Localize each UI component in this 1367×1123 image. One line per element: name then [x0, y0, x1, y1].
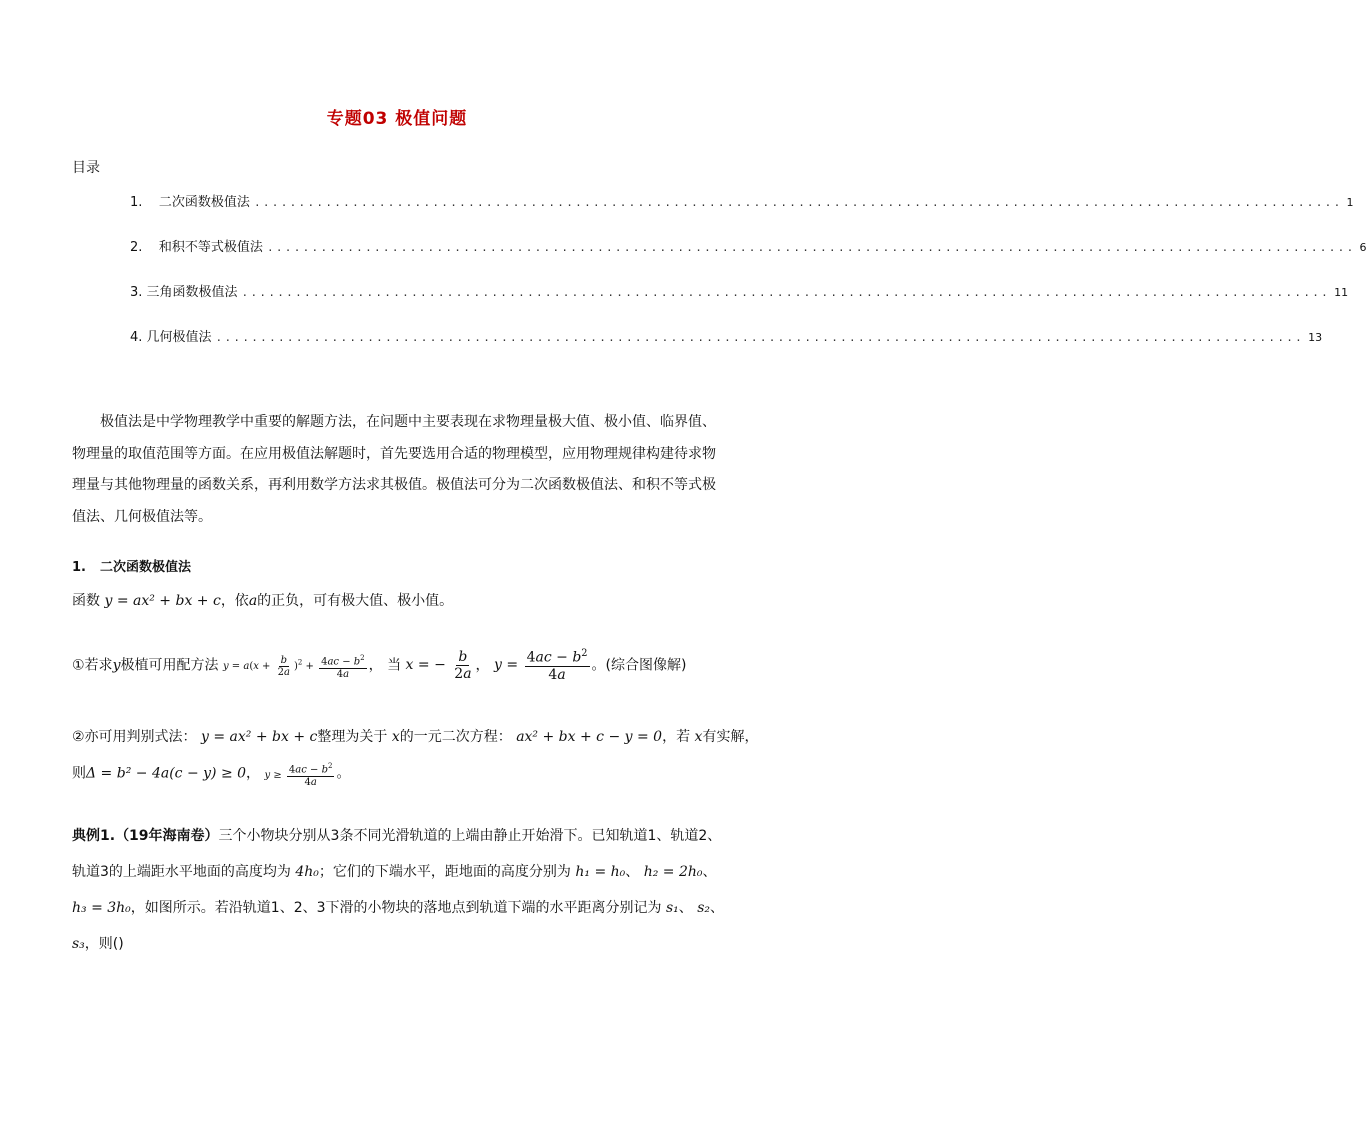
- s2-value: s₂: [697, 900, 711, 916]
- vertex-x-formula: x = − $\frac{b}{2a}$: [405, 648, 472, 682]
- section-heading: [72, 556, 191, 575]
- separator: 、: [702, 864, 717, 880]
- method2-end2: 。: [336, 765, 351, 782]
- function-suffix-a: ，依: [220, 593, 249, 609]
- method2-then: 则: [72, 765, 86, 782]
- quadratic-equation: ax² + bx + c − y = 0: [516, 729, 663, 745]
- toc-heading: 目录: [72, 160, 100, 176]
- height-value: 4h₀: [295, 864, 319, 880]
- method2-suffix: ，若: [662, 729, 691, 745]
- method1-when: ， 当: [368, 657, 402, 674]
- method1-prefix: ①若求: [72, 657, 113, 674]
- toc-leader-dots: ..........................................................................................................................: [215, 331, 1305, 344]
- intro-paragraph: 极值法是中学物理教学中重要的解题方法，在问题中主要表现在求物理量极大值、极小值、临界值、物理量的取值范围等方面。在应用极值法解题时，首先要选用合适的物理模型，应用物理规律构建待求物理量与其他物理量的函数关系，再利用数学方法求其极值。极值法可分为二次函数极值法、和积不等式极值法、几何极值法等。: [72, 414, 716, 525]
- example-label: 典例1.: [72, 828, 116, 844]
- method2-end: 有实解，: [702, 729, 759, 745]
- toc-leader-dots: ..........................................................................................................................: [253, 196, 1343, 209]
- vertex-y-formula: y = $\frac{4ac - b^2}{4a}$: [494, 648, 588, 683]
- example-text-4: ，则(): [84, 936, 124, 952]
- toc-entry-label: 3. 三角函数极值法: [130, 285, 238, 300]
- h2-value: h₂ = 2h₀: [643, 864, 703, 880]
- method2-mid2: 的一元二次方程：: [399, 729, 512, 745]
- method1-line: ①若求y极植可用配方法 y = a(x + $\frac{b}{2a}$ )$^2$ + $\frac{4ac - b^2}{4a}$ ， 当 x = − $\frac{b}{2a}$ ， y = $\frac{4ac - b^2}{4a}$ 。(综合图像解): [72, 648, 687, 683]
- toc-entry-label: 2. 和积不等式极值法: [130, 240, 263, 255]
- toc-entry[interactable]: [130, 326, 1323, 345]
- h1-value: h₁ = h₀: [575, 864, 626, 880]
- function-prefix: 函数: [72, 593, 100, 609]
- s3-value: s₃: [72, 936, 85, 952]
- toc-entry-label: 4. 几何极值法: [130, 330, 212, 345]
- y-range-formula: y ≥ $\frac{4ac - b^2}{4a}$: [264, 762, 333, 788]
- function-formula: y = ax² + bx + c: [104, 593, 221, 609]
- h3-value: h₃ = 3h₀: [72, 900, 131, 916]
- toc-leader-dots: ..........................................................................................................................: [266, 241, 1356, 254]
- method2-formula: y = ax² + bx + c: [201, 729, 318, 745]
- page-title: 专题03 极值问题: [326, 109, 468, 129]
- method1-note: 。(综合图像解): [591, 657, 687, 674]
- section-number: 1.: [72, 560, 86, 575]
- example-source: （19年海南卷）: [115, 828, 219, 844]
- discriminant-line: [72, 762, 350, 788]
- example-text-1: 三个小物块分别从3条不同光滑轨道的上端由静止开始滑下。已知轨道1、轨道2、轨道3的上端距水平地面的高度均为: [72, 828, 722, 880]
- method2-sep: ，: [246, 765, 261, 782]
- separator: 、: [625, 864, 640, 880]
- toc-leader-dots: ..........................................................................................................................: [241, 286, 1331, 299]
- method1-var: y: [112, 657, 121, 674]
- function-suffix-b: 的正负，可有极大值、极小值。: [257, 593, 454, 609]
- function-line: [72, 590, 453, 610]
- method2-line: [72, 726, 758, 746]
- toc-page-number: 1: [1346, 196, 1354, 209]
- separator: 、: [678, 900, 693, 916]
- method2-mid: 整理为关于: [317, 729, 388, 745]
- toc-entry[interactable]: [130, 191, 1354, 210]
- separator: 、: [710, 900, 725, 916]
- section-title: 二次函数极值法: [100, 560, 192, 575]
- toc-page-number: 6: [1359, 241, 1367, 254]
- toc-entry[interactable]: [130, 281, 1349, 300]
- example-text-2: ；它们的下端水平，距地面的高度分别为: [318, 864, 571, 880]
- example-text-3: ，如图所示。若沿轨道1、2、3下滑的小物块的落地点到轨道下端的水平距离分别记为: [130, 900, 662, 916]
- method2-var: x: [391, 729, 400, 745]
- completing-square-formula: y = a(x + $\frac{b}{2a}$ )$^2$ + $\frac{4ac - b^2}{4a}$: [222, 653, 365, 680]
- toc-entry-label: 1. 二次函数极值法: [130, 195, 250, 210]
- method2-prefix: ②亦可用判别式法：: [72, 729, 197, 745]
- toc-page-number: 13: [1308, 331, 1323, 344]
- toc-entry[interactable]: [130, 236, 1367, 255]
- method2-var2: x: [694, 729, 703, 745]
- method1-mid: 极植可用配方法: [120, 657, 219, 674]
- s1-value: s₁: [665, 900, 679, 916]
- function-var-a: a: [248, 593, 258, 609]
- example-paragraph: [72, 818, 726, 962]
- discriminant-formula: Δ = b² − 4a(c − y) ≥ 0: [86, 765, 247, 782]
- toc-page-number: 11: [1334, 286, 1349, 299]
